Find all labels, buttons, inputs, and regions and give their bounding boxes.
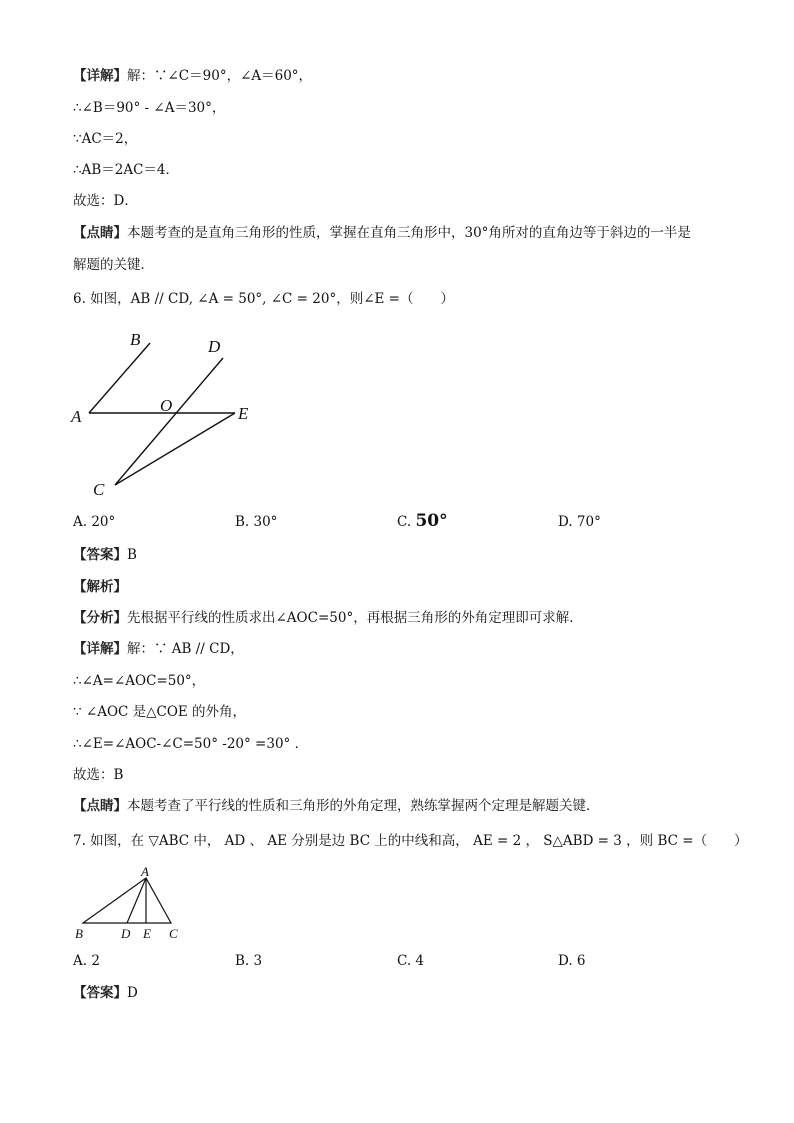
label-D: D [208,337,221,356]
q6-option-c-prefix: C. [397,514,412,530]
q7-option-b: B. 3 [235,953,263,969]
detail-6-line-4: ∴∠E=∠AOC-∠C=50° -20° =30° ． [73,736,309,752]
fenxi-tag: 【分析】 [73,610,127,626]
question-7: 7. 如图，在 ▽ABC 中， AD 、 AE 分别是边 BC 上的中线和高， AE = 2 ， S△ABD = 3 ，则 BC =（ ） [73,833,748,849]
comment-6-text: 本题考查了平行线的性质和三角形的外角定理，熟练掌握两个定理是解题关键． [127,798,600,814]
comment-line-1 [73,224,691,242]
detail-6-line-3: ∵ ∠AOC 是△COE 的外角， [73,704,247,720]
figure-6 [60,325,270,505]
text-line-4: ∴AB＝2AC＝4． [73,162,180,178]
label-O: O [160,396,173,415]
detail-6-tag: 【详解】 [73,641,127,657]
analysis-tag: 【解析】 [73,579,127,595]
figure-7 [66,862,196,944]
question-6: 6. 如图，AB // CD, ∠A = 50°, ∠C = 20°，则∠E =（ ） [73,291,454,307]
label-A: A [141,864,149,879]
comment-text: 本题考查的是直角三角形的性质，掌握在直角三角形中，30°角所对的直角边等于斜边的一半是 [127,225,691,241]
detail-6-line-2: ∴∠A=∠AOC=50°， [73,673,206,689]
text-line-5: 故选：D． [73,193,138,209]
segment-CE [115,413,235,485]
comment-line-2: 解题的关键． [73,257,154,273]
label-D: D [121,926,131,941]
answer-6 [73,546,137,564]
segment-CD [115,358,223,485]
answer-value: B [127,547,137,563]
label-B: B [75,926,83,941]
fenxi-line [73,609,583,627]
analysis-line [73,578,127,596]
detail-text: 解：∵∠C＝90°，∠A＝60°， [127,68,313,84]
q7-option-c: C. 4 [397,953,425,969]
q6-option-d: D. 70° [558,514,601,530]
text-line-2: ∴∠B＝90° - ∠A＝30°， [73,100,226,116]
q7-option-d: D. 6 [558,953,586,969]
q6-option-a: A. 20° [73,514,116,530]
fenxi-text: 先根据平行线的性质求出∠AOC=50°，再根据三角形的外角定理即可求解． [127,610,583,626]
q6-option-b: B. 30° [235,514,278,530]
text-line-3: ∵AC＝2， [73,131,138,147]
label-C: C [93,480,105,499]
q6-option-c [397,511,448,531]
detail-6-text: 解：∵ AB // CD， [127,641,244,657]
comment-6-tag: 【点睛】 [73,798,127,814]
detail-tag: 【详解】 [73,68,127,84]
label-C: C [169,926,178,941]
label-E: E [238,404,249,423]
label-E: E [143,926,151,941]
detail-6-line-1 [73,640,244,658]
segment-AB [89,343,150,413]
answer-tag: 【答案】 [73,547,127,563]
label-A: A [71,407,82,426]
detail-line-1 [73,67,312,85]
comment-tag: 【点睛】 [73,225,127,241]
q6-option-c-value: 50° [415,511,448,531]
q7-option-a: A. 2 [73,953,100,969]
answer-7-value: D [127,985,138,1001]
label-B: B [130,330,141,349]
answer-7-tag: 【答案】 [73,985,127,1001]
comment-6-line [73,797,600,815]
detail-6-line-5: 故选：B [73,767,124,783]
triangle-ABC [83,878,171,923]
answer-7 [73,984,138,1002]
